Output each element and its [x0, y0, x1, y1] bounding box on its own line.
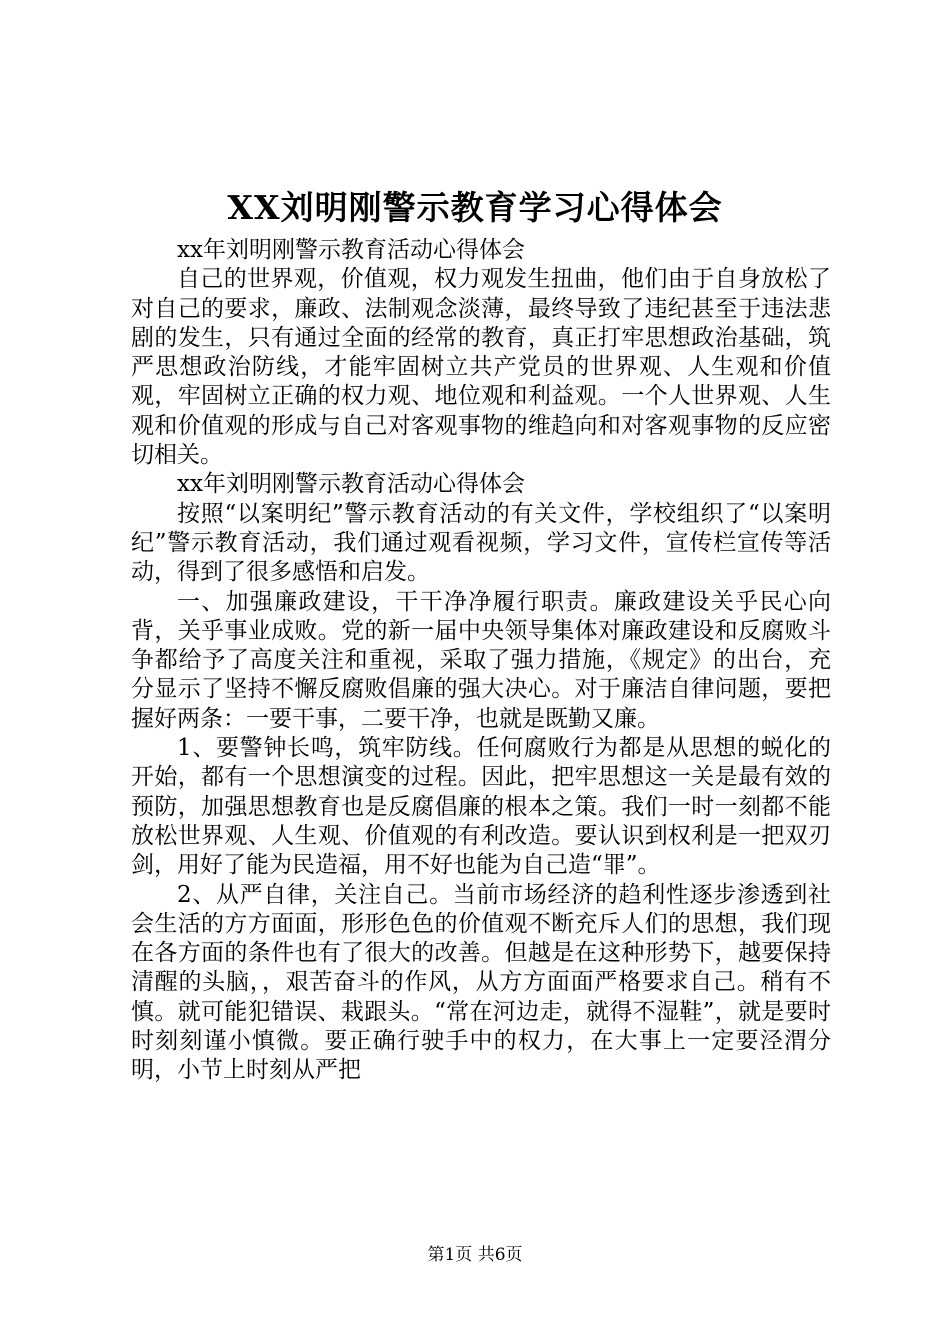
paragraph: 一、加强廉政建设，干干净净履行职责。廉政建设关乎民心向背，关乎事业成败。党的新一届中央领导集体对廉政建设和反腐败斗争都给予了高度关注和重视，采取了强力措施，《规定》的出台，充分显示了坚持不懈反腐败倡廉的强大决心。对于廉洁自律问题，要把握好两条：一要干事，二要干净，也就是既勤又廉。	[131, 588, 831, 732]
page-footer: 第1页 共6页	[427, 1245, 523, 1265]
document-body	[131, 236, 831, 1086]
paragraph: 1、要警钟长鸣，筑牢防线。任何腐败行为都是从思想的蜕化的开始，都有一个思想演变的过程。因此，把牢思想这一关是最有效的预防，加强思想教育也是反腐倡廉的根本之策。我们一时一刻都不能放松世界观、人生观、价值观的有利改造。要认识到权利是一把双刃剑，用好了能为民造福，用不好也能为自己造“罪”。	[131, 735, 831, 879]
paragraph: 2、从严自律，关注自己。当前市场经济的趋利性逐步渗透到社会生活的方方面面，形形色色的价值观不断充斥人们的思想，我们现在各方面的条件也有了很大的改善。但越是在这种形势下，越要保持清醒的头脑，，艰苦奋斗的作风，从方方面面严格要求自己。稍有不慎。就可能犯错误、栽跟头。“常在河边走，就得不湿鞋”，就是要时时刻刻谨小慎微。要正确行驶手中的权力，在大事上一定要泾渭分明，小节上时刻从严把	[131, 881, 831, 1084]
paragraph: xx年刘明刚警示教育活动心得体会	[177, 471, 525, 498]
paragraph: 按照“以案明纪”警示教育活动的有关文件，学校组织了“以案明纪”警示教育活动，我们通过观看视频，学习文件，宣传栏宣传等活动，得到了很多感悟和启发。	[131, 500, 831, 586]
paragraph: xx年刘明刚警示教育活动心得体会	[177, 237, 525, 263]
paragraph: 自己的世界观，价值观，权力观发生扭曲，他们由于自身放松了对自己的要求，廉政、法制观念淡薄，最终导致了违纪甚至于违法悲剧的发生，只有通过全面的经常的教育，真正打牢思想政治基础，筑严思想政治防线，才能牢固树立共产党员的世界观、人生观和价值观，牢固树立正确的权力观、地位观和利益观。一个人世界观、人生观和价值观的形成与自己对客观事物的维趋向和对客观事物的反应密切相关。	[131, 266, 831, 469]
document-title: XX刘明刚警示教育学习心得体会	[227, 188, 723, 227]
